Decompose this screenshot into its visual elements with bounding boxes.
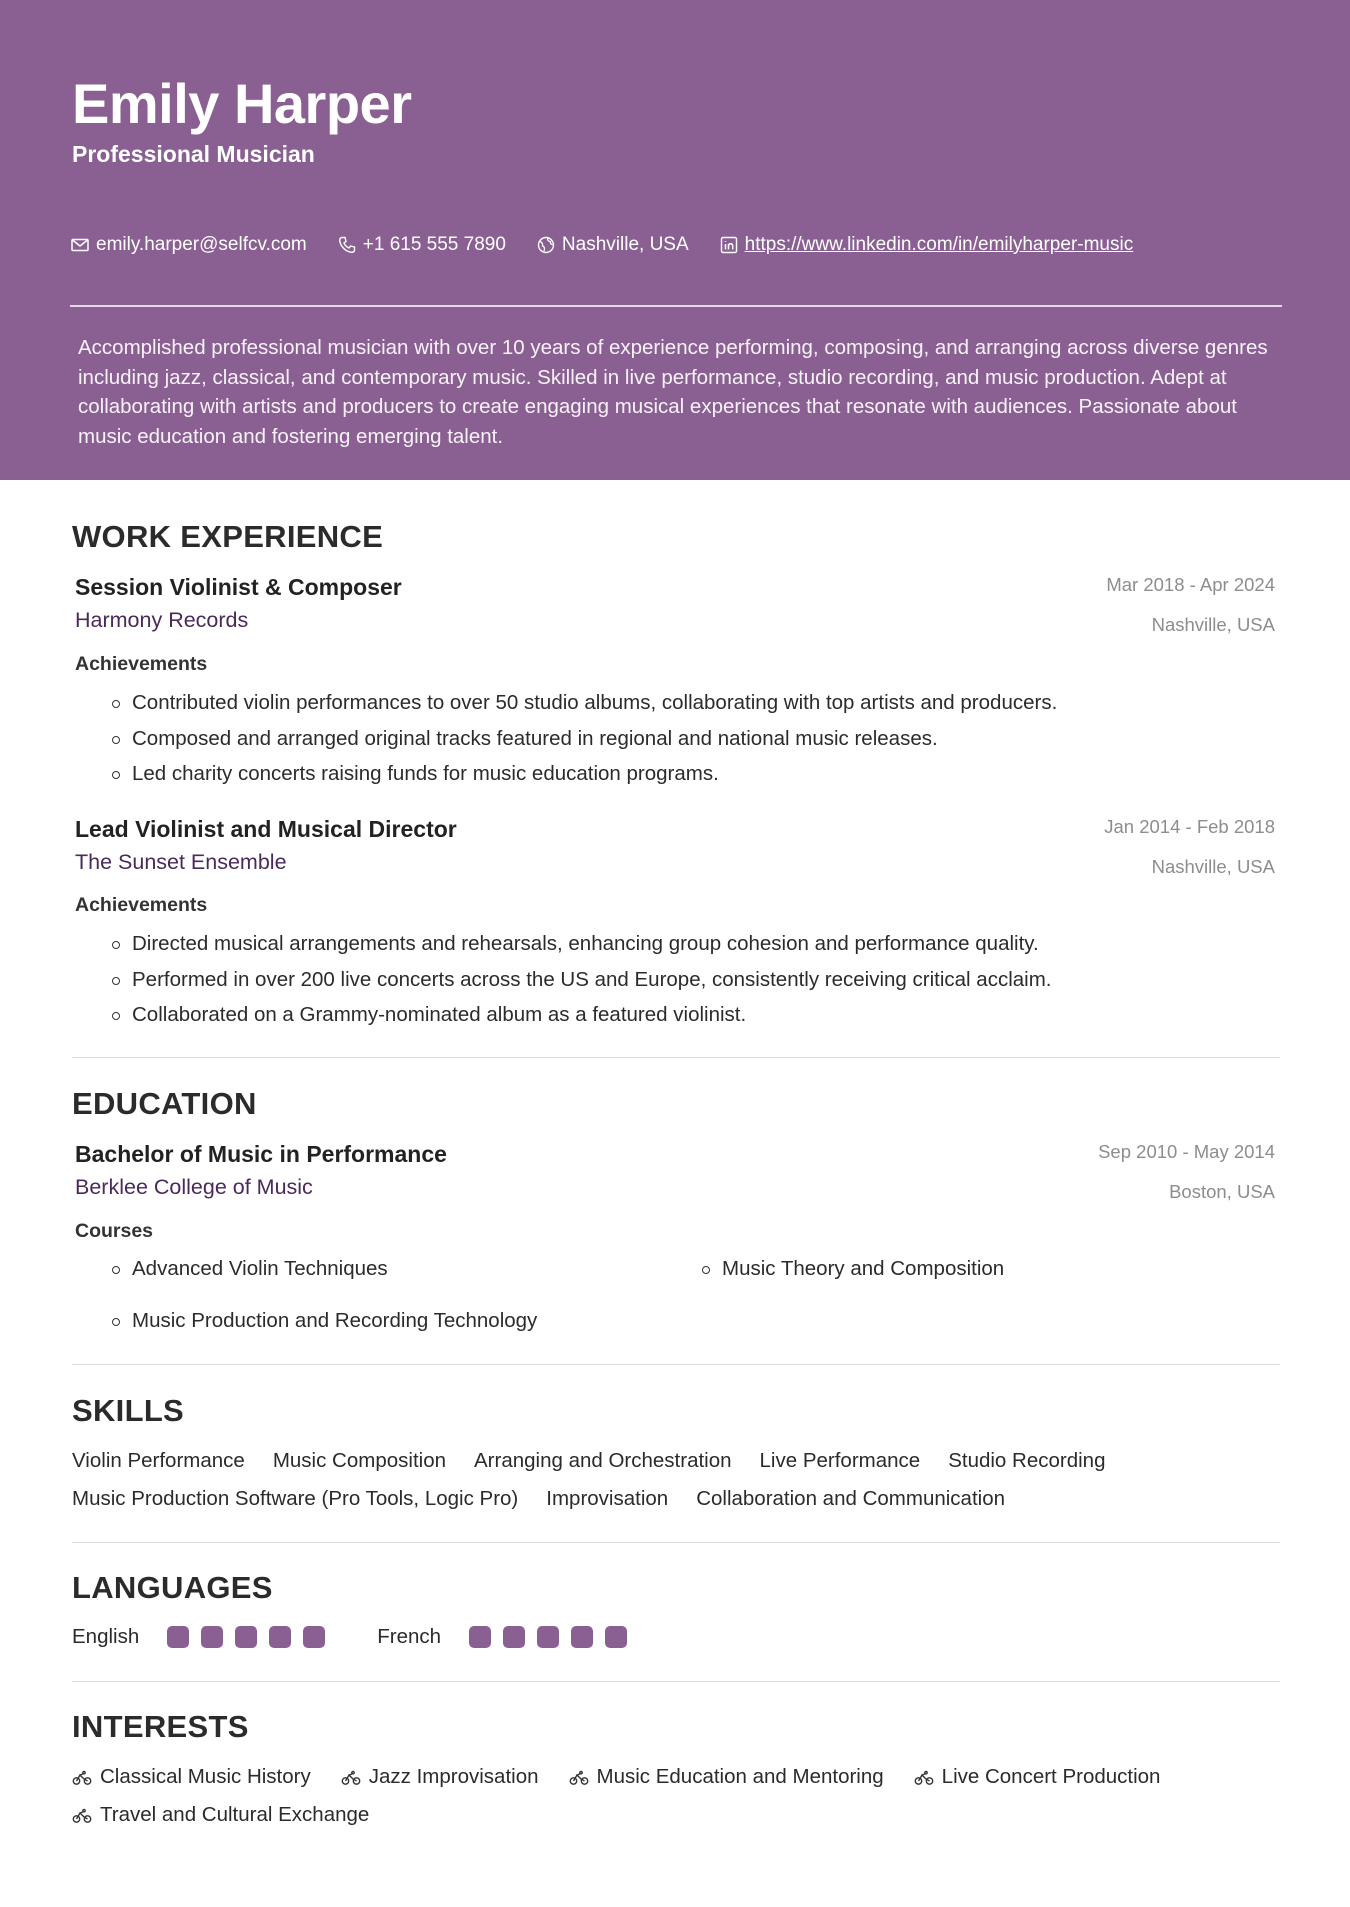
skill-item: Live Performance [759,1449,921,1472]
bicycle-icon [569,1767,589,1787]
interest-label: Live Concert Production [941,1765,1161,1788]
skill-item: Collaboration and Communication [696,1487,1005,1510]
interest-item [914,1758,1161,1796]
skill-item: Music Production Software (Pro Tools, Logic Pro) [72,1487,519,1510]
list-item: Directed musical arrangements and rehearsals, enhancing group cohesion and performance quality. [112,926,1052,962]
job-location: Nashville, USA [1151,614,1275,635]
languages-heading: LANGUAGES [72,1570,273,1605]
education-dates: Sep 2010 - May 2014 [1098,1141,1275,1162]
job-dates: Mar 2018 - Apr 2024 [1106,574,1275,595]
envelope-icon [70,235,90,255]
list-item: Performed in over 200 live concerts across the US and Europe, consistently receiving critical acclaim. [112,962,1052,998]
level-dot [303,1626,325,1648]
level-dot [571,1626,593,1648]
language-name: English [72,1625,140,1648]
languages-list [72,1622,679,1652]
phone-icon [337,235,357,255]
achievements-label: Achievements [75,653,208,675]
course-item: Music Theory and Composition [702,1257,1004,1281]
level-dot [269,1626,291,1648]
language-level-french [469,1626,639,1648]
bicycle-icon [72,1767,92,1787]
job-location: Nashville, USA [1151,856,1275,877]
contact-linkedin[interactable] [719,234,1134,256]
skill-item: Music Composition [272,1449,446,1472]
job-dates: Jan 2014 - Feb 2018 [1104,816,1275,837]
contact-bar [70,230,1163,260]
section-divider [72,1542,1280,1543]
skill-item: Arranging and Orchestration [474,1449,732,1472]
skills-list [72,1442,1282,1518]
language-name: French [377,1625,442,1648]
job-title: Session Violinist & Composer [75,574,402,600]
education-location: Boston, USA [1169,1181,1275,1202]
bicycle-icon [341,1767,361,1787]
list-item: Led charity concerts raising funds for music education programs. [112,756,1057,792]
interest-item [72,1796,369,1834]
skill-item: Improvisation [546,1487,669,1510]
level-dot [469,1626,491,1648]
list-item: Composed and arranged original tracks featured in regional and national music releases. [112,721,1057,757]
interest-label: Music Education and Mentoring [596,1765,884,1788]
level-dot [235,1626,257,1648]
level-dot [201,1626,223,1648]
company-name: Harmony Records [75,608,249,632]
candidate-name: Emily Harper [72,72,412,135]
linkedin-icon [719,235,739,255]
achievements-label: Achievements [75,894,208,916]
job-title: Lead Violinist and Musical Director [75,816,457,842]
degree-title: Bachelor of Music in Performance [75,1141,447,1167]
contact-phone[interactable] [337,234,506,256]
interest-label: Travel and Cultural Exchange [100,1803,370,1826]
skills-heading: SKILLS [72,1393,185,1428]
school-name: Berklee College of Music [75,1175,313,1199]
interest-item [341,1758,539,1796]
candidate-title: Professional Musician [72,141,315,167]
list-item: Collaborated on a Grammy-nominated album as a featured violinist. [112,997,1052,1033]
contact-email[interactable] [70,234,307,256]
contact-location [536,234,689,256]
bicycle-icon [72,1805,92,1825]
section-divider [72,1364,1280,1365]
achievements-list [112,926,1052,1033]
linkedin-link[interactable]: https://www.linkedin.com/in/emilyharper-music [744,234,1134,255]
level-dot [537,1626,559,1648]
achievements-list [112,685,1057,792]
course-item: Advanced Violin Techniques [112,1257,388,1281]
interest-label: Classical Music History [100,1765,311,1788]
section-divider [72,1057,1280,1058]
education-heading: EDUCATION [72,1086,257,1121]
company-name: The Sunset Ensemble [75,850,287,874]
level-dot [167,1626,189,1648]
level-dot [605,1626,627,1648]
resume-header [0,0,1350,480]
bicycle-icon [914,1767,934,1787]
work-experience-heading: WORK EXPERIENCE [72,519,384,554]
interest-item [72,1758,311,1796]
interest-item [569,1758,884,1796]
location-text: Nashville, USA [561,234,689,255]
level-dot [503,1626,525,1648]
interest-label: Jazz Improvisation [368,1765,539,1788]
interests-heading: INTERESTS [72,1709,249,1744]
language-level-english [167,1626,337,1648]
section-divider [72,1681,1280,1682]
skill-item: Violin Performance [72,1449,245,1472]
header-divider [70,305,1282,307]
interests-list [72,1758,1292,1834]
profile-summary: Accomplished professional musician with over 10 years of experience performing, composing, and arranging across diverse genres including jazz, classical, and contemporary music. Skilled in live performance, studio recording, and music production. Adept at collaborating with artists and producers to create engaging musical experiences that resonate with audiences. Passionate about music education and fostering emerging talent. [78,336,1268,448]
courses-label: Courses [75,1220,154,1242]
email-text: emily.harper@selfcv.com [96,234,307,255]
skill-item: Studio Recording [948,1449,1106,1472]
phone-text: +1 615 555 7890 [362,234,506,255]
course-item: Music Production and Recording Technology [112,1309,537,1333]
globe-icon [536,235,556,255]
list-item: Contributed violin performances to over 50 studio albums, collaborating with top artists and producers. [112,685,1057,721]
